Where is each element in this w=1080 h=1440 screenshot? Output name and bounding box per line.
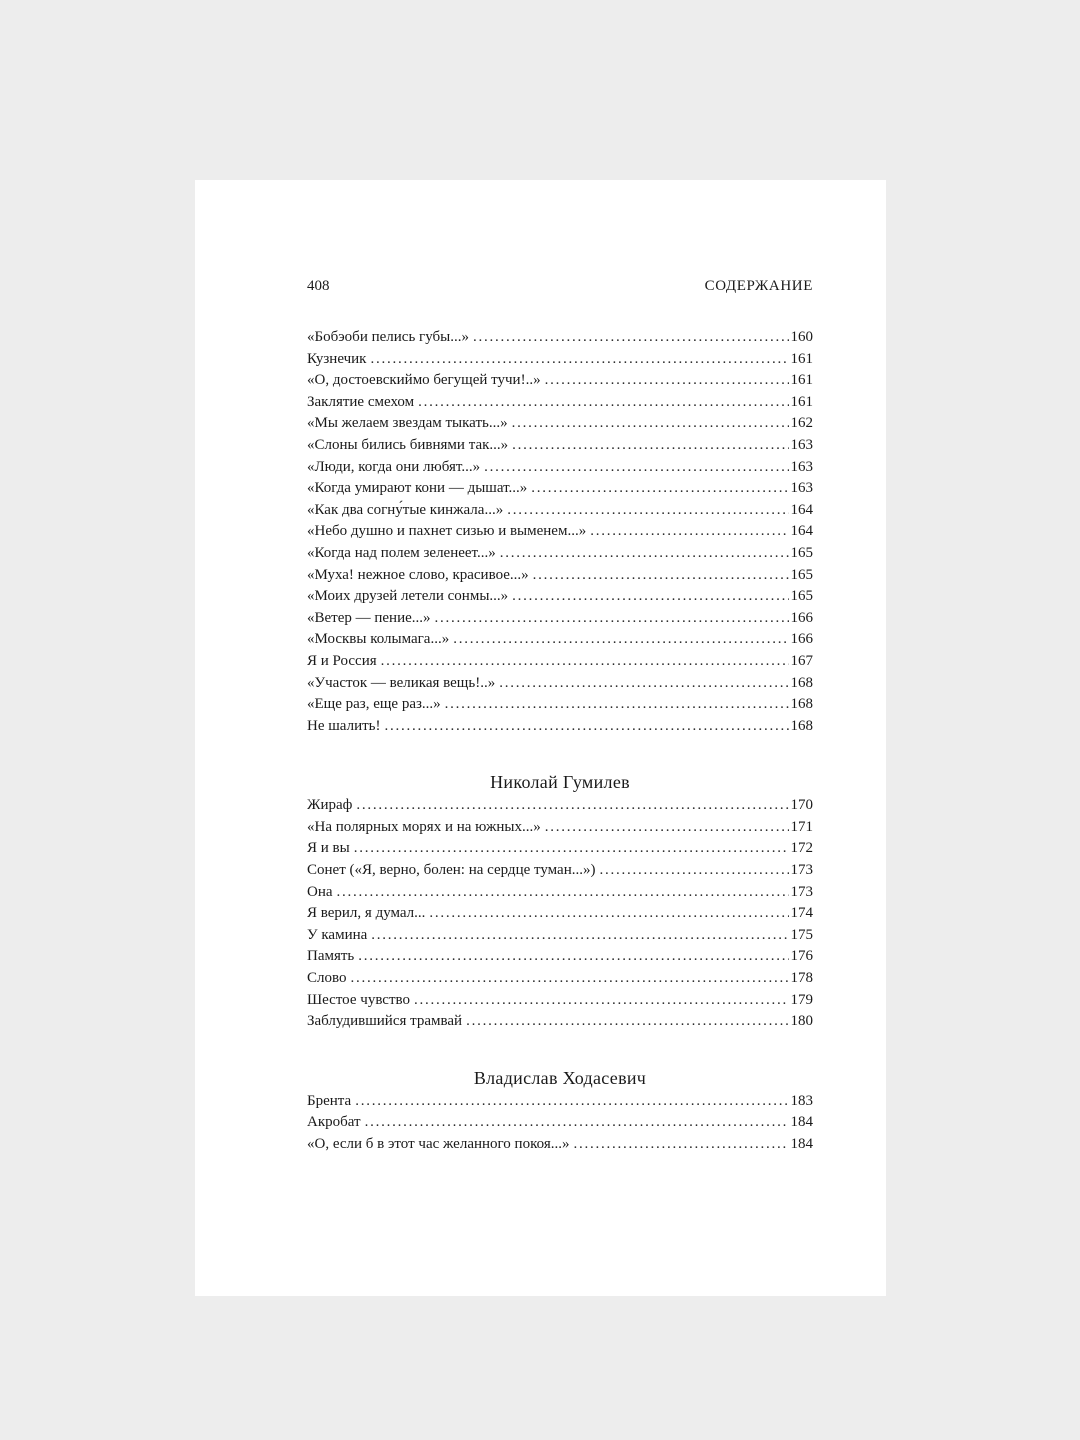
toc-entry-title: «Люди, когда они любят...» [307, 458, 481, 475]
toc-entry-page: 179 [790, 991, 813, 1008]
toc-entry-page: 180 [790, 1013, 813, 1030]
toc-entry-page: 165 [790, 544, 813, 561]
toc-entry-title: Я и вы [307, 840, 350, 857]
dot-leader [445, 694, 789, 716]
running-head [307, 275, 813, 297]
toc-entry [307, 629, 813, 651]
dot-leader [473, 327, 789, 349]
toc-entry-page: 161 [790, 350, 813, 367]
toc-entry-page: 168 [790, 717, 813, 734]
toc-entry-title: Жираф [307, 797, 353, 814]
toc-entry-title: Она [307, 883, 333, 900]
dot-leader [435, 608, 789, 630]
toc-entry [307, 392, 813, 414]
dot-leader [507, 500, 788, 522]
toc-entry-page: 171 [790, 818, 813, 835]
dot-leader [414, 990, 788, 1012]
dot-leader [350, 968, 788, 990]
dot-leader [500, 543, 789, 565]
toc-entry-title: Слово [307, 970, 347, 987]
toc-entry-title: «О, если б в этот час желанного покоя...» [307, 1136, 570, 1152]
toc-entry [307, 694, 813, 716]
toc-entry-page: 161 [790, 393, 813, 410]
toc-entry [307, 457, 813, 479]
toc-entry [307, 882, 813, 904]
toc-entry-title: «Моих друзей летели сонмы...» [307, 588, 509, 605]
dot-leader [371, 925, 788, 947]
toc-entry [307, 435, 813, 457]
toc-entry [307, 543, 813, 565]
dot-leader [545, 370, 789, 392]
dot-leader [590, 521, 788, 543]
toc-entry-page: 178 [790, 970, 813, 987]
dot-leader [429, 903, 788, 925]
toc-list [307, 795, 813, 1033]
toc-entry-title: «Москвы колымага...» [307, 631, 450, 648]
toc-entry-title: «Бобэоби пелись губы...» [307, 329, 469, 345]
dot-leader [599, 860, 788, 882]
toc-entry [307, 1134, 813, 1156]
toc-entry-title: «Слоны бились бивнями так...» [307, 436, 509, 453]
toc-entry-page: 163 [790, 436, 813, 453]
toc-entry-title: «На полярных морях и на южных...» [307, 818, 541, 835]
toc-entry [307, 1011, 813, 1033]
toc-entry-page: 166 [790, 631, 813, 648]
toc-entry-title: «Еще раз, еще раз...» [307, 696, 441, 713]
page-number: 408 [307, 278, 330, 294]
dot-leader [418, 392, 788, 414]
toc-entry [307, 651, 813, 673]
toc-entry-title: «Муха! нежное слово, красивое...» [307, 566, 529, 583]
dot-leader [337, 882, 789, 904]
toc-entry [307, 716, 813, 738]
toc-entry [307, 565, 813, 587]
toc-entry-page: 165 [790, 588, 813, 605]
toc-entry [307, 1091, 813, 1113]
toc-entry-page: 170 [790, 797, 813, 814]
toc-entry-page: 166 [790, 609, 813, 626]
dot-leader [512, 586, 788, 608]
table-of-contents [307, 275, 813, 1156]
toc-entry-title: «Как два согну́тые кинжала...» [307, 501, 504, 518]
toc-entry [307, 946, 813, 968]
toc-entry-title: «Когда над полем зеленеет...» [307, 544, 496, 561]
toc-entry [307, 925, 813, 947]
toc-entry-page: 161 [790, 372, 813, 389]
dot-leader [531, 478, 788, 500]
toc-entry-page: 172 [790, 840, 813, 857]
dot-leader [356, 795, 788, 817]
toc-entry [307, 990, 813, 1012]
toc-entry-page: 167 [790, 652, 813, 669]
toc-entry [307, 860, 813, 882]
dot-leader [354, 838, 789, 860]
author-heading: Николай Гумилев [490, 772, 630, 793]
toc-entry [307, 349, 813, 371]
book-page [195, 180, 886, 1296]
toc-entry-title: Заблудившийся трамвай [307, 1013, 463, 1030]
toc-entry-page: 163 [790, 480, 813, 497]
dot-leader [466, 1011, 788, 1033]
toc-entry [307, 500, 813, 522]
toc-entry [307, 608, 813, 630]
toc-entry-title: «Небо душно и пахнет сизью и выменем...» [307, 523, 587, 540]
toc-section [307, 737, 813, 1033]
toc-entry-title: Я верил, я думал... [307, 905, 426, 922]
dot-leader [573, 1134, 788, 1156]
toc-entry-title: Кузнечик [307, 350, 367, 367]
toc-entry [307, 327, 813, 349]
toc-entry-page: 173 [790, 883, 813, 900]
toc-entry-title: «Участок — великая вещь!..» [307, 674, 496, 691]
toc-entry-page: 184 [790, 1114, 813, 1131]
dot-leader [499, 673, 788, 695]
toc-entry-title: «Когда умирают кони — дышат...» [307, 480, 528, 497]
dot-leader [545, 817, 789, 839]
toc-entry [307, 413, 813, 435]
toc-entry-page: 163 [790, 458, 813, 475]
toc-entry-page: 160 [790, 329, 813, 345]
toc-sections [307, 327, 813, 1156]
toc-entry-title: «Мы желаем звездам тыкать...» [307, 415, 508, 432]
toc-entry-page: 164 [790, 501, 813, 518]
toc-list [307, 327, 813, 737]
toc-entry-page: 168 [790, 674, 813, 691]
dot-leader [484, 457, 788, 479]
toc-entry-title: Я и Россия [307, 652, 377, 669]
toc-entry-title: Заклятие смехом [307, 393, 415, 410]
dot-leader [512, 413, 789, 435]
toc-entry [307, 903, 813, 925]
toc-section [307, 1033, 813, 1156]
toc-entry-title: Память [307, 948, 355, 965]
dot-leader [512, 435, 788, 457]
dot-leader [370, 349, 788, 371]
toc-entry [307, 478, 813, 500]
toc-entry [307, 968, 813, 990]
toc-entry-title: «О, достоевскиймо бегущей тучи!..» [307, 372, 541, 389]
toc-entry-page: 173 [790, 862, 813, 879]
toc-entry-title: «Ветер — пение...» [307, 609, 431, 626]
toc-entry-title: Шестое чувство [307, 991, 411, 1008]
section-gap [307, 737, 813, 769]
toc-entry [307, 586, 813, 608]
toc-entry [307, 838, 813, 860]
dot-leader [384, 716, 788, 738]
toc-entry-title: Не шалить! [307, 717, 381, 734]
toc-list [307, 1091, 813, 1156]
toc-entry [307, 370, 813, 392]
toc-entry-title: Сонет («Я, верно, болен: на сердце туман...») [307, 862, 596, 879]
dot-leader [453, 629, 788, 651]
dot-leader [355, 1091, 788, 1113]
toc-entry [307, 1112, 813, 1134]
dot-leader [358, 946, 788, 968]
dot-leader [365, 1112, 789, 1134]
toc-entry-title: Акробат [307, 1114, 361, 1131]
toc-entry-page: 162 [790, 415, 813, 432]
toc-entry-page: 184 [790, 1136, 813, 1152]
section-gap [307, 1033, 813, 1065]
toc-entry-page: 176 [790, 948, 813, 965]
toc-entry-page: 165 [790, 566, 813, 583]
toc-entry [307, 795, 813, 817]
toc-entry [307, 521, 813, 543]
toc-section [307, 327, 813, 737]
toc-entry-page: 175 [790, 926, 813, 943]
toc-entry [307, 673, 813, 695]
dot-leader [533, 565, 789, 587]
author-heading: Владислав Ходасевич [473, 1067, 647, 1088]
toc-entry-page: 183 [790, 1092, 813, 1109]
dot-leader [381, 651, 789, 673]
toc-entry-page: 164 [790, 523, 813, 540]
toc-entry-page: 174 [790, 905, 813, 922]
running-title: СОДЕРЖАНИЕ [704, 278, 813, 294]
toc-entry-page: 168 [790, 696, 813, 713]
toc-entry-title: У камина [307, 926, 368, 943]
toc-entry [307, 817, 813, 839]
toc-entry-title: Брента [307, 1092, 352, 1109]
